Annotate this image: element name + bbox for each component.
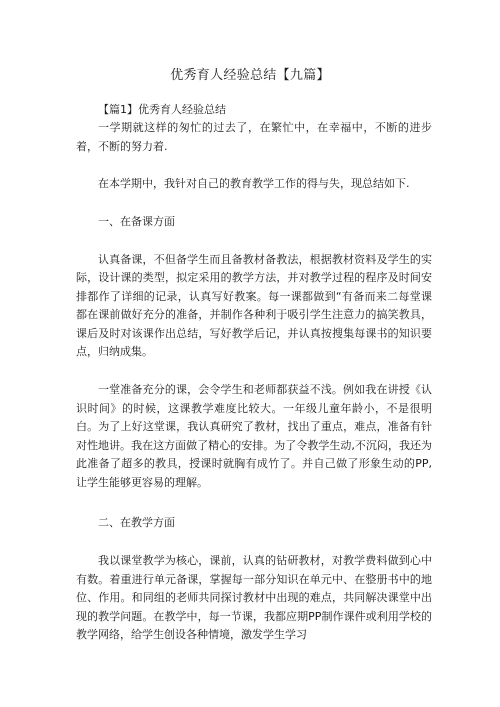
section-heading-lesson-prep: 一、在备课方面 [98, 214, 175, 228]
paragraph-summary-lead: 在本学期中，我针对自己的教育教学工作的得与失，现总结如下. [98, 177, 410, 191]
paragraph-lesson-example: 一堂准备充分的课，会令学生和老师都获益不浅。例如我在讲授《认识时间》的时候，这课教学难度比较大。一年级儿童年龄小，不是很明白。为了上好这堂课，我认真研究了教材，找出了重点，难点，准备有针对性地讲。我在这方面做了精心的安排。为了令教学生动,不沉闷，我还为此准备了超多的教具，授课时就胸有成竹了。并自己做了形象生动的PP, 让学生能够更容易的理解。 [76, 383, 432, 489]
paragraph-intro: 一学期就这样的匆忙的过去了，在繁忙中，在幸福中，不断的进步着，不断的努力着. [76, 121, 432, 153]
paragraph-lesson-prep: 认真备课，不但备学生而且备教材备教法，根据教材资料及学生的实际，设计课的类型，拟定采用的教学方法，并对教学过程的程序及时间安排都作了详细的记录，认真写好教案。每一课都做到“有备而来二每堂课都在课前做好充分的准备，并制作各种利于吸引学生注意力的搞笑教具，课后及时对该课作出总结，写好教学后记，并认真按搜集每课书的知识要点，归纳成集。 [76, 253, 432, 359]
document-body [76, 101, 432, 644]
paragraph-teaching: 我以课堂教学为核心，课前，认真的钻研教材，对教学费料做到心中有数。着重进行单元备课，掌握每一部分知识在单元中、在整册书中的地位、作用。和同组的老师共同探讨教材中出现的难点，共同解决课堂中出现的教学问题。在教学中，每一节课，我都应期PP制作课件或利用学校的教学网络，给学生创设各种情境，激发学生学习 [76, 554, 432, 641]
article-heading: 【篇1】优秀育人经验总结 [98, 103, 226, 116]
section-heading-teaching: 二、在教学方面 [98, 515, 175, 529]
document-title: 优秀育人经验总结【九篇】 [170, 68, 330, 83]
